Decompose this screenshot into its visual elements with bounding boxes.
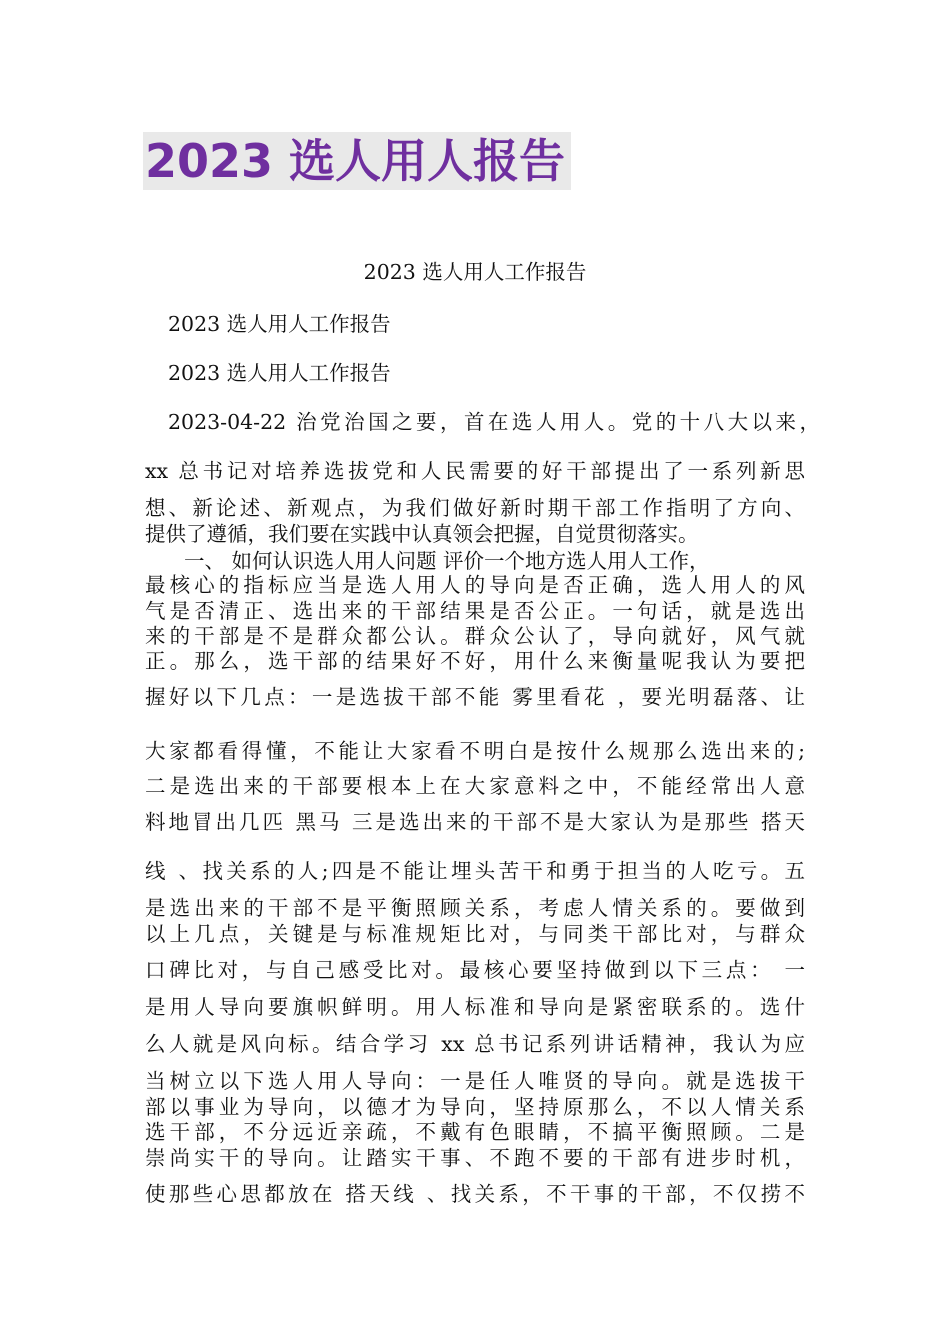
paragraph-line: 正。那么，选干部的结果好不好，用什么来衡量呢我认为要把 — [145, 649, 805, 673]
paragraph-line: 使那些心思都放在 搭天线 、找关系，不干事的干部，不仅捞不 — [145, 1182, 805, 1206]
paragraph-line: 2023 选人用人工作报告 — [168, 361, 391, 385]
paragraph-line: 最核心的指标应当是选人用人的导向是否正确，选人用人的风 — [145, 573, 805, 597]
paragraph-line: 2023-04-22 治党治国之要，首在选人用人。党的十八大以来， — [168, 410, 820, 434]
paragraph-line: 线 、找关系的人;四是不能让埋头苦干和勇于担当的人吃亏。五 — [145, 859, 805, 883]
paragraph-line: 提供了遵循，我们要在实践中认真领会把握，自觉贯彻落实。 — [145, 522, 699, 546]
paragraph-line: 是选出来的干部不是平衡照顾关系，考虑人情关系的。要做到 — [145, 896, 805, 920]
document-title: 2023 选人用人报告 — [143, 132, 571, 190]
paragraph-line: 想、新论述、新观点，为我们做好新时期干部工作指明了方向、 — [145, 496, 805, 520]
paragraph-line: 部以事业为导向，以德才为导向，坚持原那么，不以人情关系 — [145, 1095, 805, 1119]
paragraph-line: 是用人导向要旗帜鲜明。用人标准和导向是紧密联系的。选什 — [145, 995, 805, 1019]
paragraph-line: 二是选出来的干部要根本上在大家意料之中，不能经常出人意 — [145, 774, 805, 798]
paragraph-line: 以上几点，关键是与标准规矩比对，与同类干部比对，与群众 — [145, 922, 805, 946]
paragraph-line: 崇尚实干的导向。让踏实干事、不跑不要的干部有进步时机， — [145, 1146, 805, 1170]
paragraph-line: 2023 选人用人工作报告 — [168, 312, 391, 336]
paragraph-line: 来的干部是不是群众都公认。群众公认了，导向就好，风气就 — [145, 624, 805, 648]
paragraph-line: 一、 如何认识选人用人问题 评价一个地方选人用人工作， — [184, 549, 710, 573]
paragraph-line: 当树立以下选人用人导向：一是任人唯贤的导向。就是选拔干 — [145, 1069, 805, 1093]
paragraph-line: 握好以下几点：一是选拔干部不能 雾里看花 ，要光明磊落、让 — [145, 685, 805, 709]
document-subtitle: 2023 选人用人工作报告 — [363, 260, 587, 284]
paragraph-line: 大家都看得懂，不能让大家看不明白是按什么规那么选出来的; — [145, 739, 805, 763]
paragraph-line: 选干部，不分远近亲疏，不戴有色眼睛，不搞平衡照顾。二是 — [145, 1120, 805, 1144]
paragraph-line: 么人就是风向标。结合学习 xx 总书记系列讲话精神，我认为应 — [145, 1032, 805, 1056]
paragraph-line: 口碑比对，与自己感受比对。最核心要坚持做到以下三点： 一 — [145, 958, 805, 982]
paragraph-line: xx 总书记对培养选拔党和人民需要的好干部提出了一系列新思 — [145, 459, 805, 483]
paragraph-line: 料地冒出几匹 黑马 三是选出来的干部不是大家认为是那些 搭天 — [145, 810, 805, 834]
paragraph-line: 气是否清正、选出来的干部结果是否公正。一句话，就是选出 — [145, 599, 805, 623]
